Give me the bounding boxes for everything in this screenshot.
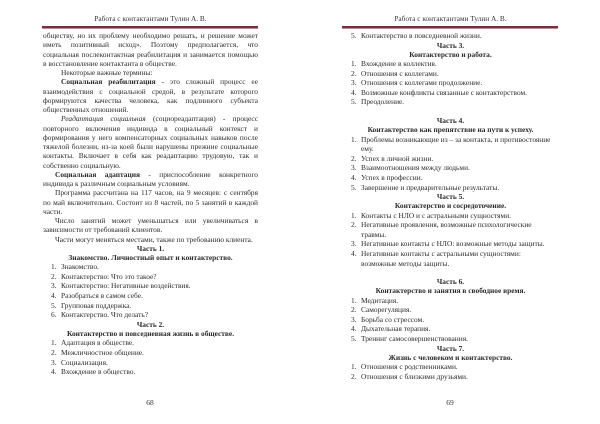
intro-paragraph: обществу, но их проблему необходимо решать, и решение может иметь позитивный исход». Поэтому предполагается, что социальная послеконтактная реабилитация и занимается помощью в восстановление контактанта в обществе. — [43, 31, 258, 68]
list-item: 5. Завершение и предварительные результаты. — [351, 182, 500, 192]
part-4-label: Часть 4. — [436, 116, 465, 126]
part-3-label: Часть 3. — [436, 40, 465, 50]
part-1-title: Знакомство. Личностный опыт и контактерство. — [68, 253, 233, 262]
part-6-list — [343, 296, 558, 344]
part-5-list — [343, 211, 558, 269]
list-item: 1. Вхождение в коллектив. — [351, 59, 437, 69]
header-rule — [342, 26, 558, 29]
list-item: 2. Отношения с близкими друзьями. — [351, 371, 468, 381]
list-item: 2. Успех в личной жизни. — [351, 153, 434, 163]
list-item: 3. Негативные контакты с НЛО: возможные методы защиты. — [351, 239, 545, 249]
page-number: 69 — [446, 398, 454, 407]
part-7-list — [343, 362, 558, 381]
part-4-title: Контактерство как препятствие на пути к успеху. — [367, 125, 534, 135]
part-1-list — [43, 262, 258, 320]
term-definition: - приспособление конкретного индивида к различным социальным условиям. — [43, 169, 258, 188]
program-paragraph: Программа рассчитана на 117 часов, на 9 месяцев: с сентября по май включительно. Состоит из 8 частей, по 5 занятий в каждой части. — [43, 188, 258, 216]
part-6-title: Контактерство и занятия в свободное время. — [375, 286, 526, 296]
part-7-title: Жизнь с человеком и контактерство. — [388, 352, 513, 362]
list-item: 2. Межличностное общение. — [51, 347, 144, 357]
part-5-label: Часть 5. — [436, 192, 465, 202]
term-name: Реадаптация социальная — [61, 114, 146, 124]
list-item: 3. Отношения с коллегами продолжение. — [351, 78, 483, 88]
terms-intro: Некоторые важные термины: — [61, 68, 153, 77]
left-page-body — [43, 31, 258, 377]
part-3-title: Контактерство и работа. — [409, 49, 492, 59]
list-item: 4. Успех в профессии. — [351, 172, 423, 182]
list-item: 5. Преодоление. — [351, 97, 405, 107]
list-item: 3. Социализация. — [51, 357, 108, 367]
list-item: 4. Возможные конфликты связанные с контактерством. — [351, 87, 528, 97]
list-item: 5. Групповая поддержка. — [51, 300, 132, 310]
page-number: 68 — [146, 398, 154, 407]
list-item: 1. Контакты с НЛО и с астральными сущностями. — [351, 210, 512, 220]
list-item: 2. Контактерство: Что это такое? — [51, 271, 157, 281]
part-5-title: Контактерство и сосредоточение. — [394, 201, 507, 211]
lessons-paragraph: Число занятий может уменьшаться или увеличиваться в зависимости от требований клиентов. — [43, 216, 258, 235]
list-item: 4. Негативные контакты с астральными сущностями: возможные методы защиты. — [351, 249, 521, 268]
list-item: 3. Взаимоотношения между людьми. — [351, 163, 470, 173]
term-definition: - это сложный процесс ее взаимодействия с социальной средой, в результате которого формируются качества человека, как подлинного субъекта общественных отношений. — [43, 77, 258, 114]
list-item: 5. Контактерство в повседневной жизни. — [351, 31, 482, 40]
right-page — [300, 0, 600, 424]
list-item: 4. Вхождение в общество. — [51, 367, 136, 377]
running-header: Работа с контактантами Тулин А. В. — [94, 14, 207, 23]
list-item: 2. Негативные проявления, возможные психологические травмы. — [351, 220, 532, 239]
part-1-label: Часть 1. — [136, 243, 165, 253]
list-item: 6. Контактерство. Что делать? — [51, 310, 149, 320]
part-2-list — [43, 338, 258, 376]
spacer — [343, 268, 558, 277]
parts-paragraph: Части могут меняться местами, также по требованию клиента. — [55, 234, 253, 244]
list-item: 1. Отношения с родственниками. — [351, 362, 458, 372]
part-6-label: Часть 6. — [436, 277, 465, 287]
list-item: 2. Отношения с коллегами. — [351, 68, 439, 78]
term-social-readaptation — [43, 114, 258, 170]
part-4-list — [343, 135, 558, 193]
header-rule — [42, 26, 258, 29]
term-social-adaptation — [43, 170, 258, 189]
list-item: 1. Проблемы возникающие из – за контакта, и противостояние ему. — [351, 134, 551, 154]
part-7-label: Часть 7. — [436, 343, 465, 353]
right-page-body — [343, 31, 558, 381]
term-social-rehabilitation — [43, 77, 258, 114]
list-item: 3. Борьба со стрессом. — [351, 314, 425, 324]
part-2-list-continued — [343, 31, 558, 41]
part-2-title: Контактерство и повседневная жизнь в обществе. — [66, 329, 235, 339]
list-item: 1. Медитация. — [351, 295, 399, 305]
running-header: Работа с контактантами Тулин А. В. — [394, 14, 507, 23]
term-definition: (социореадаптация) - процесс повторного включения индивида в социальный контекст и формирования у него компенсаторных социальных навыков после тяжелой болезни, из-за коей были нарушены прежние социальные контакты. Включает в себя как реадаптацию трудовую, так и собственно социальную. — [43, 114, 258, 170]
list-item: 2. Саморегуляция. — [351, 305, 412, 315]
list-item: 5. Тренинг самосовершенствования. — [351, 334, 468, 344]
term-name: Социальная адаптация — [55, 169, 140, 179]
list-item: 1. Адаптация в обществе. — [51, 338, 135, 348]
part-2-label: Часть 2. — [136, 319, 165, 329]
list-item: 3. Контактерство: Негативные воздействия. — [51, 281, 191, 291]
part-3-list — [343, 59, 558, 107]
term-name: Социальная реабилитация — [61, 77, 156, 87]
list-item: 1. Знакомство. — [51, 262, 99, 272]
list-item: 4. Дыхательная терапия. — [351, 324, 431, 334]
spacer — [343, 107, 558, 116]
list-item: 4. Разобраться в самом себе. — [51, 291, 143, 301]
